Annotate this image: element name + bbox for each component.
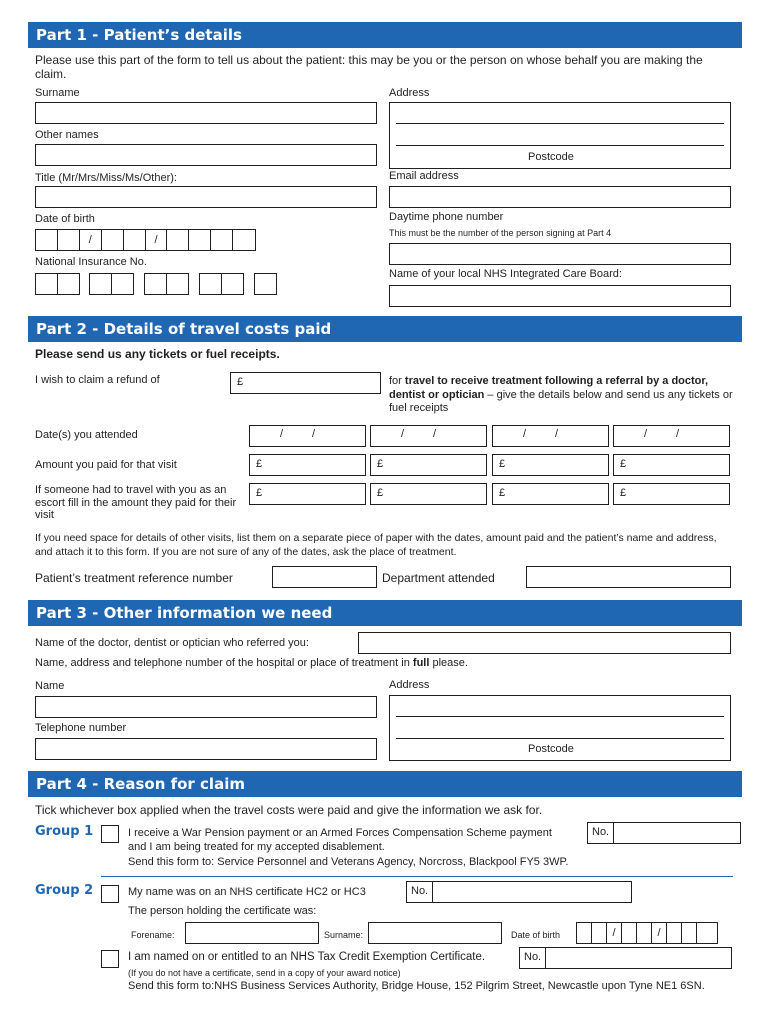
escort-amount-2[interactable]: £ [370,483,487,505]
part1-intro: Please use this part of the form to tell us about the patient: this may be you or the person on whose behalf you are making the claim. [35,53,703,81]
tax-credit-note: (If you do not have a certificate, send in a copy of your award notice) [128,968,401,978]
ni-field-3[interactable] [144,273,189,295]
dob-field[interactable]: / / [35,229,256,251]
treatment-ref-field[interactable] [272,566,377,588]
icb-label: Name of your local NHS Integrated Care Board: [389,268,622,280]
ni-field-1[interactable] [35,273,80,295]
referrer-label: Name of the doctor, dentist or optician who referred you: [35,637,309,649]
amount-paid-2[interactable]: £ [370,454,487,476]
holder-dob-label: Date of birth [511,930,561,940]
address-field[interactable] [389,102,731,169]
send-receipts-note: Please send us any tickets or fuel receipts. [35,347,280,361]
ni-label: National Insurance No. [35,256,147,268]
hospital-address-line-1 [396,716,724,717]
refund-description: for travel to receive treatment following a referral by a doctor, dentist or optician – give the details below and send us any tickets or fuel receipts [389,375,733,414]
dates-attended-label: Date(s) you attended [35,429,138,441]
group1-checkbox[interactable] [101,825,119,843]
group2-line1: My name was on an NHS certificate HC2 or HC3 [128,886,366,898]
hospital-address-field[interactable] [389,695,731,761]
title-label: Title (Mr/Mrs/Miss/Ms/Other): [35,172,177,184]
other-names-field[interactable] [35,144,377,166]
visit-date-1[interactable]: / / [249,425,366,447]
escort-label: If someone had to travel with you as an escort fill in the amount they paid for their visit [35,484,237,521]
ni-field-5[interactable] [254,273,277,295]
address-line-2 [396,145,724,146]
forename-label: Forename: [131,930,175,940]
hospital-name-label: Name [35,680,65,692]
refund-label: I wish to claim a refund of [35,374,160,386]
hc-certificate-number-field[interactable]: No. [406,881,632,903]
hospital-label: Name, address and telephone number of the hospital or place of treatment in full please. [35,657,468,669]
postcode-label: Postcode [528,151,574,163]
nhsbsa-send-to: Send this form to:NHS Business Services Authority, Bridge House, 152 Pilgrim Street, Newcastle upon Tyne NE1 6SN. [128,980,705,992]
tax-credit-line: I am named on or entitled to an NHS Tax Credit Exemption Certificate. [128,951,486,963]
visit-date-3[interactable]: / / [492,425,609,447]
hospital-name-field[interactable] [35,696,377,718]
amount-paid-label: Amount you paid for that visit [35,459,177,471]
holder-dob-field[interactable]: / / [576,922,718,944]
department-field[interactable] [526,566,731,588]
part4-heading: Part 4 - Reason for claim [28,771,742,797]
phone-field[interactable] [389,243,731,265]
group1-send-to: Send this form to: Service Personnel and Veterans Agency, Norcross, Blackpool FY5 3WP. [128,856,569,868]
group-divider [101,876,733,877]
holder-surname-field[interactable] [368,922,502,944]
tax-credit-checkbox[interactable] [101,950,119,968]
part4-intro: Tick whichever box applied when the travel costs were paid and give the information we ask for. [35,803,543,817]
amount-paid-1[interactable]: £ [249,454,366,476]
other-names-label: Other names [35,129,99,141]
surname-field[interactable] [35,102,377,124]
ni-field-4[interactable] [199,273,244,295]
email-field[interactable] [389,186,731,208]
icb-field[interactable] [389,285,731,307]
address-label: Address [389,87,430,99]
refund-amount-field[interactable]: £ [230,372,381,394]
amount-paid-3[interactable]: £ [492,454,609,476]
part3-heading: Part 3 - Other information we need [28,600,742,626]
group1-line2: and I am being treated for my accepted disablement. [128,841,385,853]
title-field[interactable] [35,186,377,208]
ni-field-2[interactable] [89,273,134,295]
hospital-phone-field[interactable] [35,738,377,760]
forename-field[interactable] [185,922,319,944]
treatment-ref-label: Patient’s treatment reference number [35,571,233,585]
holder-surname-label: Surname: [324,930,364,940]
part2-heading: Part 2 - Details of travel costs paid [28,316,742,342]
tax-credit-number-field[interactable]: No. [519,947,732,969]
group2-checkbox[interactable] [101,885,119,903]
visit-date-4[interactable]: / / [613,425,730,447]
hospital-postcode-label: Postcode [528,743,574,755]
surname-label: Surname [35,87,80,99]
group1-label: Group 1 [35,824,94,839]
phone-note: This must be the number of the person signing at Part 4 [389,228,612,238]
department-label: Department attended [382,571,495,585]
email-label: Email address [389,170,459,182]
hospital-phone-label: Telephone number [35,722,127,734]
escort-amount-3[interactable]: £ [492,483,609,505]
referrer-field[interactable] [358,632,731,654]
part1-heading: Part 1 - Patient’s details [28,22,742,48]
escort-amount-4[interactable]: £ [613,483,730,505]
group1-line1: I receive a War Pension payment or an Armed Forces Compensation Scheme payment [128,827,552,839]
amount-paid-4[interactable]: £ [613,454,730,476]
hospital-address-line-2 [396,738,724,739]
phone-label: Daytime phone number [389,211,504,223]
dob-label: Date of birth [35,213,95,225]
visit-date-2[interactable]: / / [370,425,487,447]
hospital-address-label: Address [389,679,430,691]
escort-amount-1[interactable]: £ [249,483,366,505]
group2-label: Group 2 [35,883,94,898]
war-pension-number-field[interactable]: No. [587,822,741,844]
extra-visits-note: If you need space for details of other visits, list them on a separate piece of paper with the dates, amount paid and the patient’s name and address, and attach it to this form. If you are not sure of any of the dates, ask the place of treatment. [35,532,717,558]
address-line-1 [396,123,724,124]
group2-line2: The person holding the certificate was: [128,905,317,917]
